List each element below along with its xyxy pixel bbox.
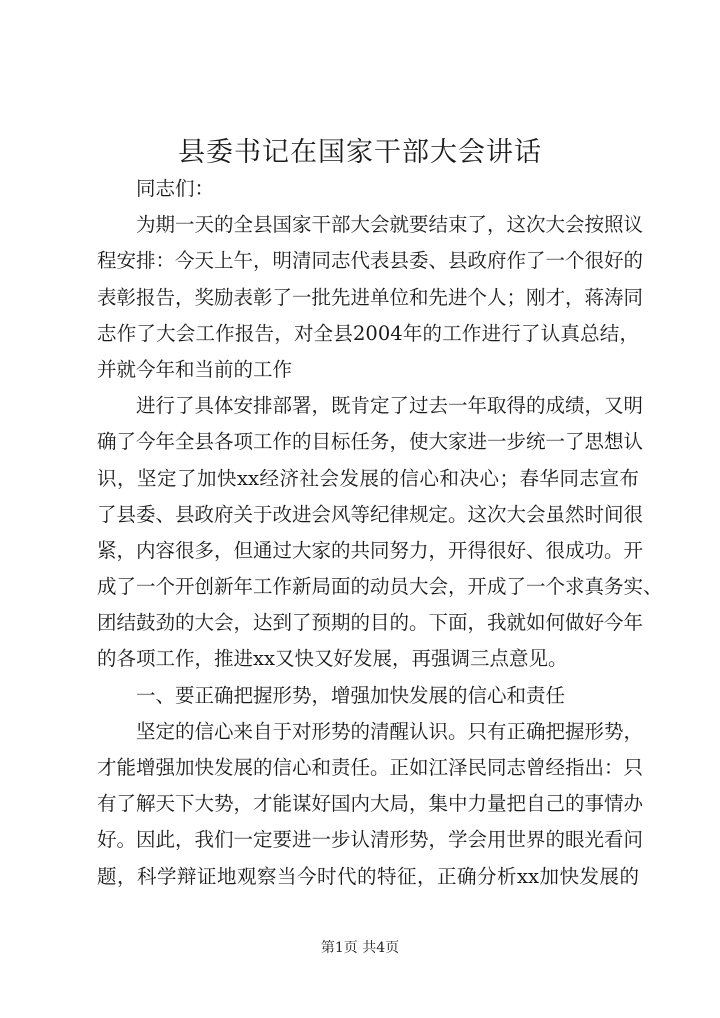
text-line: 好。因此，我们一定要进一步认清形势，学会用世界的眼光看问	[97, 828, 644, 852]
text-line: 了县委、县政府关于改进会风等纪律规定。这次大会虽然时间很	[97, 502, 644, 526]
text-line: 识，坚定了加快xx经济社会发展的信心和决心；春华同志宣布	[97, 466, 639, 490]
text-line: 同志们：	[136, 177, 215, 200]
text-line: 团结鼓劲的大会，达到了预期的目的。下面，我就如何做好今年	[97, 611, 644, 635]
text-line: 程安排：今天上午，明清同志代表县委、县政府作了一个很好的	[97, 249, 644, 273]
document-title: 县委书记在国家干部大会讲话	[178, 137, 542, 168]
text-line: 有了解天下大势，才能谋好国内大局，集中力量把自己的事情办	[97, 792, 644, 816]
text-line: 坚定的信心来自于对形势的清醒认识。只有正确把握形势，	[136, 719, 644, 743]
text-line: 志作了大会工作报告，对全县2004年的工作进行了认真总结，	[97, 321, 639, 345]
page-footer: 第1页 共4页	[320, 940, 400, 956]
text-line: 的各项工作，推进xx又快又好发展，再强调三点意见。	[97, 647, 568, 671]
text-line: 进行了具体安排部署，既肯定了过去一年取得的成绩，又明	[136, 394, 644, 418]
text-line: 并就今年和当前的工作	[97, 357, 293, 381]
document-body	[97, 171, 663, 895]
text-line: 一、要正确把握形势，增强加快发展的信心和责任	[136, 683, 566, 707]
text-line: 成了一个开创新年工作新局面的动员大会，开成了一个求真务实、	[97, 575, 663, 599]
text-line: 题，科学辩证地观察当今时代的特征，正确分析xx加快发展的	[97, 864, 639, 888]
text-line: 表彰报告，奖励表彰了一批先进单位和先进个人；刚才，蒋涛同	[97, 285, 644, 309]
text-line: 才能增强加快发展的信心和责任。正如江泽民同志曾经指出：只	[97, 756, 644, 779]
text-line: 为期一天的全县国家干部大会就要结束了，这次大会按照议	[136, 213, 644, 237]
text-line: 紧，内容很多，但通过大家的共同努力，开得很好、很成功。开	[97, 538, 644, 562]
text-line: 确了今年全县各项工作的目标任务，使大家进一步统一了思想认	[97, 430, 644, 454]
